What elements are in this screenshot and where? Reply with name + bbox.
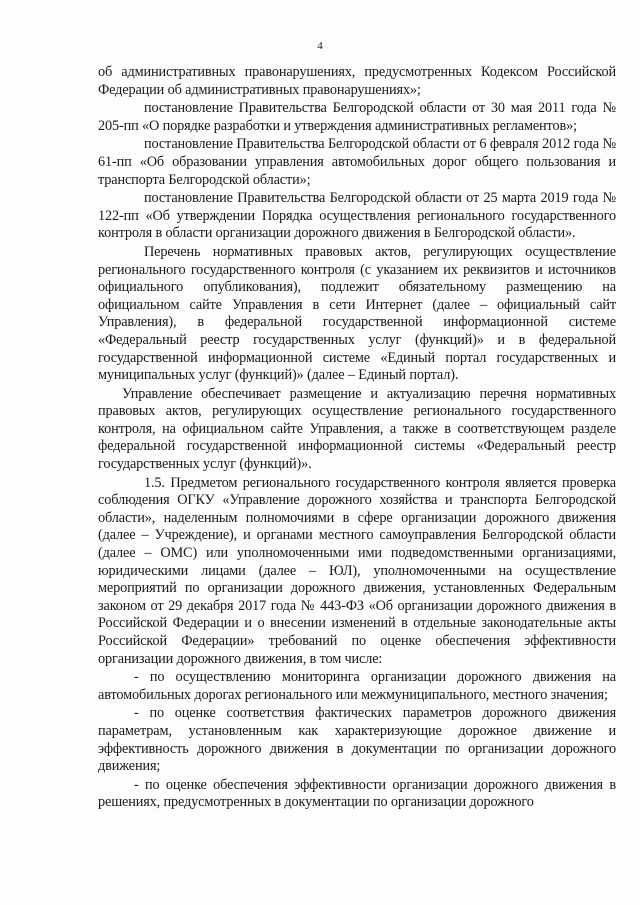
list-item-monitoring: - по осуществлению мониторинга организации дорожного движения на автомобильных дорогах регионального или межмуниципального, местного значения; [98,669,616,703]
paragraph-acts-list: Перечень нормативных правовых актов, регулирующих осуществление регионального государственного контроля (с указанием их реквизитов и источников официального опубликования), подлежит обязательному размещению на официальном сайте Управления в сети Интернет (далее – официальный сайт Управления), в федеральной государственной информационной системе «Федеральный реестр государственных услуг (функций)» и в федеральной государственной информационной системе «Единый портал государственных и муниципальных услуг (функций)» (далее – Единый портал). [98,243,616,384]
paragraph-section-1-5: 1.5. Предметом регионального государственного контроля является проверка соблюдения ОГКУ «Управление дорожного хозяйства и транспорта Белгородской области», наделенным полномочиями в сфере организации дорожного движения (далее – Учреждение), и органами местного самоуправления Белгородской области (далее – ОМС) или уполномоченными ими подведомственными организациями, юридическими лицами (далее – ЮЛ), уполномоченными на осуществление мероприятий по организации дорожного движения, установленных Федеральным законом от 29 декабря 2017 года № 443-ФЗ «Об организации дорожного движения в Российской Федерации и о внесении изменений в отдельные законодательные акты Российской Федерации» требований по оценке обеспечения эффективности организации дорожного движения, в том числе: [98,474,616,667]
paragraph-resolution-205: постановление Правительства Белгородской области от 30 мая 2011 года № 205-пп «О порядке разработки и утверждения административных регламентов»; [98,100,616,134]
paragraph-acts-update: Управление обеспечивает размещение и актуализацию перечня нормативных правовых актов, регулирующих осуществление регионального государственного контроля, на официальном сайте Управления, а также в соответствующем разделе федеральной государственной информационной системы «Федеральный реестр государственных услуг (функций)». [98,385,616,473]
list-item-parameters: - по оценке соответствия фактических параметров дорожного движения параметрам, установленным как характеризующие дорожное движение и эффективность дорожного движения в документации по организации дорожного движения; [98,705,616,775]
paragraph-resolution-61: постановление Правительства Белгородской области от 6 февраля 2012 года № 61-пп «Об образовании управления автомобильных дорог общего пользования и транспорта Белгородской области»; [98,136,616,188]
paragraph-koap-continuation: об административных правонарушениях, предусмотренных Кодексом Российской Федерации об административных правонарушениях»; [98,64,616,98]
list-item-efficiency: - по оценке обеспечения эффективности организации дорожного движения в решениях, предусмотренных в документации по организации дорожного [98,776,616,811]
paragraph-resolution-122: постановление Правительства Белгородской области от 25 марта 2019 года № 122-пп «Об утверждении Порядка осуществления регионального государственного контроля в области организации дорожного движения в Белгородской области». [98,190,616,242]
page-number: 4 [317,40,323,52]
document-body [98,64,616,812]
